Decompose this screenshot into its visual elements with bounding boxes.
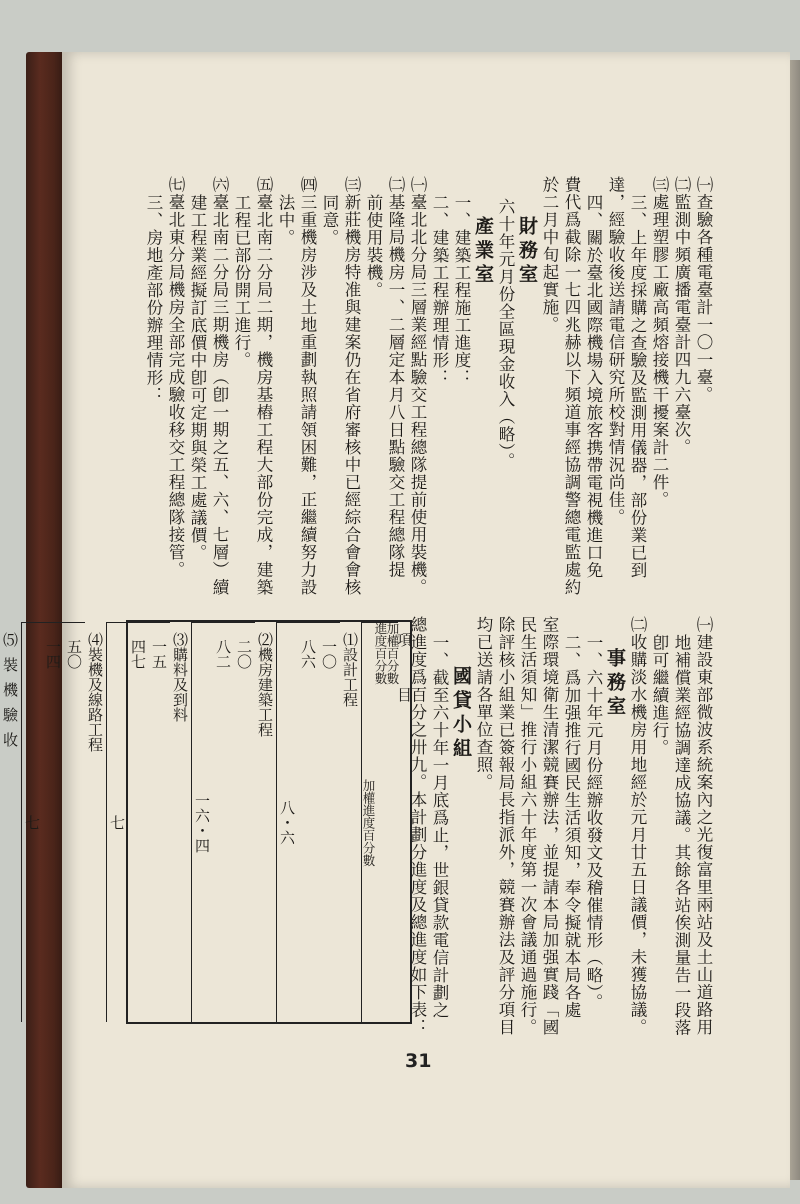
text-line: ㈠查驗各種電臺計一〇一臺。 [694, 176, 713, 404]
row-progress: 八二 [213, 622, 234, 684]
text-line: 工程已部份開工進行。 [232, 194, 251, 369]
text-line: 民生活須知」推行小組六十年度第一次會議通過施行。 [518, 616, 537, 1036]
text-line: 均已送請各單位查照。 [474, 616, 493, 791]
row-item: ⑵機房建築工程 [256, 632, 274, 737]
row-weight: 五〇 [64, 622, 85, 684]
section-heading-loan-group: 國貸小組 [450, 666, 472, 762]
row-progress: 一四 [43, 622, 64, 684]
row-weight: 一五 [149, 622, 170, 684]
row-progress: 四七 [128, 622, 149, 684]
text-line: 一、截至六十年一月底爲止，世銀貸款電信計劃之 [430, 634, 449, 1019]
row-weighted: 八・六 [277, 622, 298, 1022]
upper-text-block [142, 176, 714, 596]
text-line: 法中。 [276, 194, 295, 247]
text-line: 六十年元月份全區現金收入（略）。 [496, 198, 515, 470]
text-line: 一、六十年元月份經辦收發文及稽催情形（略）。 [584, 634, 603, 1011]
row-item: ⑸裝機驗收 [1, 632, 19, 757]
section-heading-finance: 財務室 [516, 216, 538, 288]
header-progress: 進度百分數 [373, 622, 388, 685]
text-line: 達，經驗收後送請電信研究所校對情況尚佳。 [606, 176, 625, 526]
text-line: ㈠臺北北分局三層業經點驗交工程總隊提前使用裝機。 [408, 176, 427, 596]
lower-text-block [406, 616, 714, 1037]
text-line: 於二月中旬起實施。 [540, 176, 559, 334]
text-line: 四、關於臺北國際機場入境旅客携帶電視機進口免 [584, 194, 603, 579]
text-line: ㈠建設東部微波系統案內之光復富里兩站及土山道路用 [694, 616, 713, 1036]
text-line: 二、建築工程辦理情形： [430, 194, 449, 387]
progress-table [1, 620, 413, 1024]
text-line: 室際環境衛生清潔競賽辦法，並提請本局加强實踐「國 [540, 616, 559, 1036]
table-row [191, 622, 276, 1022]
text-line: 建工程業經擬訂底價中卽可定期與榮工處議價。 [188, 194, 207, 562]
header-weight: 加權百分數 [385, 622, 400, 685]
text-line: 地補償業經協調達成協議。其餘各站俟測量告一段落 [672, 634, 691, 1037]
page-number: 31 [405, 1050, 432, 1072]
row-weight: 二〇 [234, 622, 255, 684]
row-item: ⑴設計工程 [341, 632, 359, 707]
header-weighted-progress: 加權進度百分數 [362, 622, 374, 1022]
row-weighted: 七 [22, 622, 43, 1022]
row-weight: 一〇 [319, 622, 340, 684]
text-line: 除評核小組業已簽報局長指派外，競賽辦法及評分項目 [496, 616, 515, 1036]
text-line: 一、建築工程施工進度： [452, 194, 471, 387]
text-line: ㈡基隆局機房一、二層定本月八日點驗交工程總隊提 [386, 176, 405, 579]
text-line: ㈡收購淡水機房用地經於元月廿五日議價，未獲協議。 [628, 616, 647, 1036]
section-heading-general-affairs: 事務室 [604, 648, 626, 720]
text-line: ㈢新莊機房特准與建案仍在省府審核中已經綜合會會核 [342, 176, 361, 596]
table-row [0, 622, 21, 1022]
text-line: 同意。 [320, 194, 339, 247]
table-header-row [361, 622, 413, 1022]
text-line: ㈣三重機房涉及土地重劃執照請領困難，正繼續努力設 [298, 176, 317, 596]
table-row [276, 622, 361, 1022]
text-line: ㈢處理塑膠工廠高頻熔接機干擾案計二件。 [650, 176, 669, 509]
text-line: 前使用裝機。 [364, 194, 383, 299]
text-line: 總進度爲百分之卅九。本計劃分進度及總進度如下表： [408, 616, 427, 1036]
text-line: ㈥臺北南二分局三期機房（卽一期之五、六、七層）續 [210, 176, 229, 596]
table-row [21, 622, 106, 1022]
text-line: 三、房地產部份辦理情形： [144, 194, 163, 404]
row-item: ⑶購料及到料 [171, 632, 189, 722]
text-line: ㈦臺北東分局機房全部完成驗收移交工程總隊接管。 [166, 176, 185, 579]
text-line: ㈡監測中頻廣播電臺計四九六臺次。 [672, 176, 691, 456]
text-line: 卽可繼續進行。 [650, 634, 669, 757]
section-heading-industry: 產業室 [472, 216, 494, 288]
row-item: ⑷裝機及線路工程 [86, 632, 104, 752]
header-item: 項目 [395, 632, 413, 742]
text-line: 二、爲加强推行國民生活須知，奉令擬就本局各處 [562, 634, 581, 1019]
row-weighted: 一六・四 [192, 622, 213, 1022]
row-progress: 八六 [298, 622, 319, 684]
row-weighted: 七 [107, 622, 128, 1022]
text-line: ㈤臺北南二分局二期，機房基樁工程大部份完成，建築 [254, 176, 273, 596]
text-line: 費代爲截除一七四兆赫以下頻道事經協調警總電監處約 [562, 176, 581, 596]
table-row [106, 622, 191, 1022]
text-line: 三、上年度採購之查驗及監測用儀器，部份業已到 [628, 194, 647, 579]
